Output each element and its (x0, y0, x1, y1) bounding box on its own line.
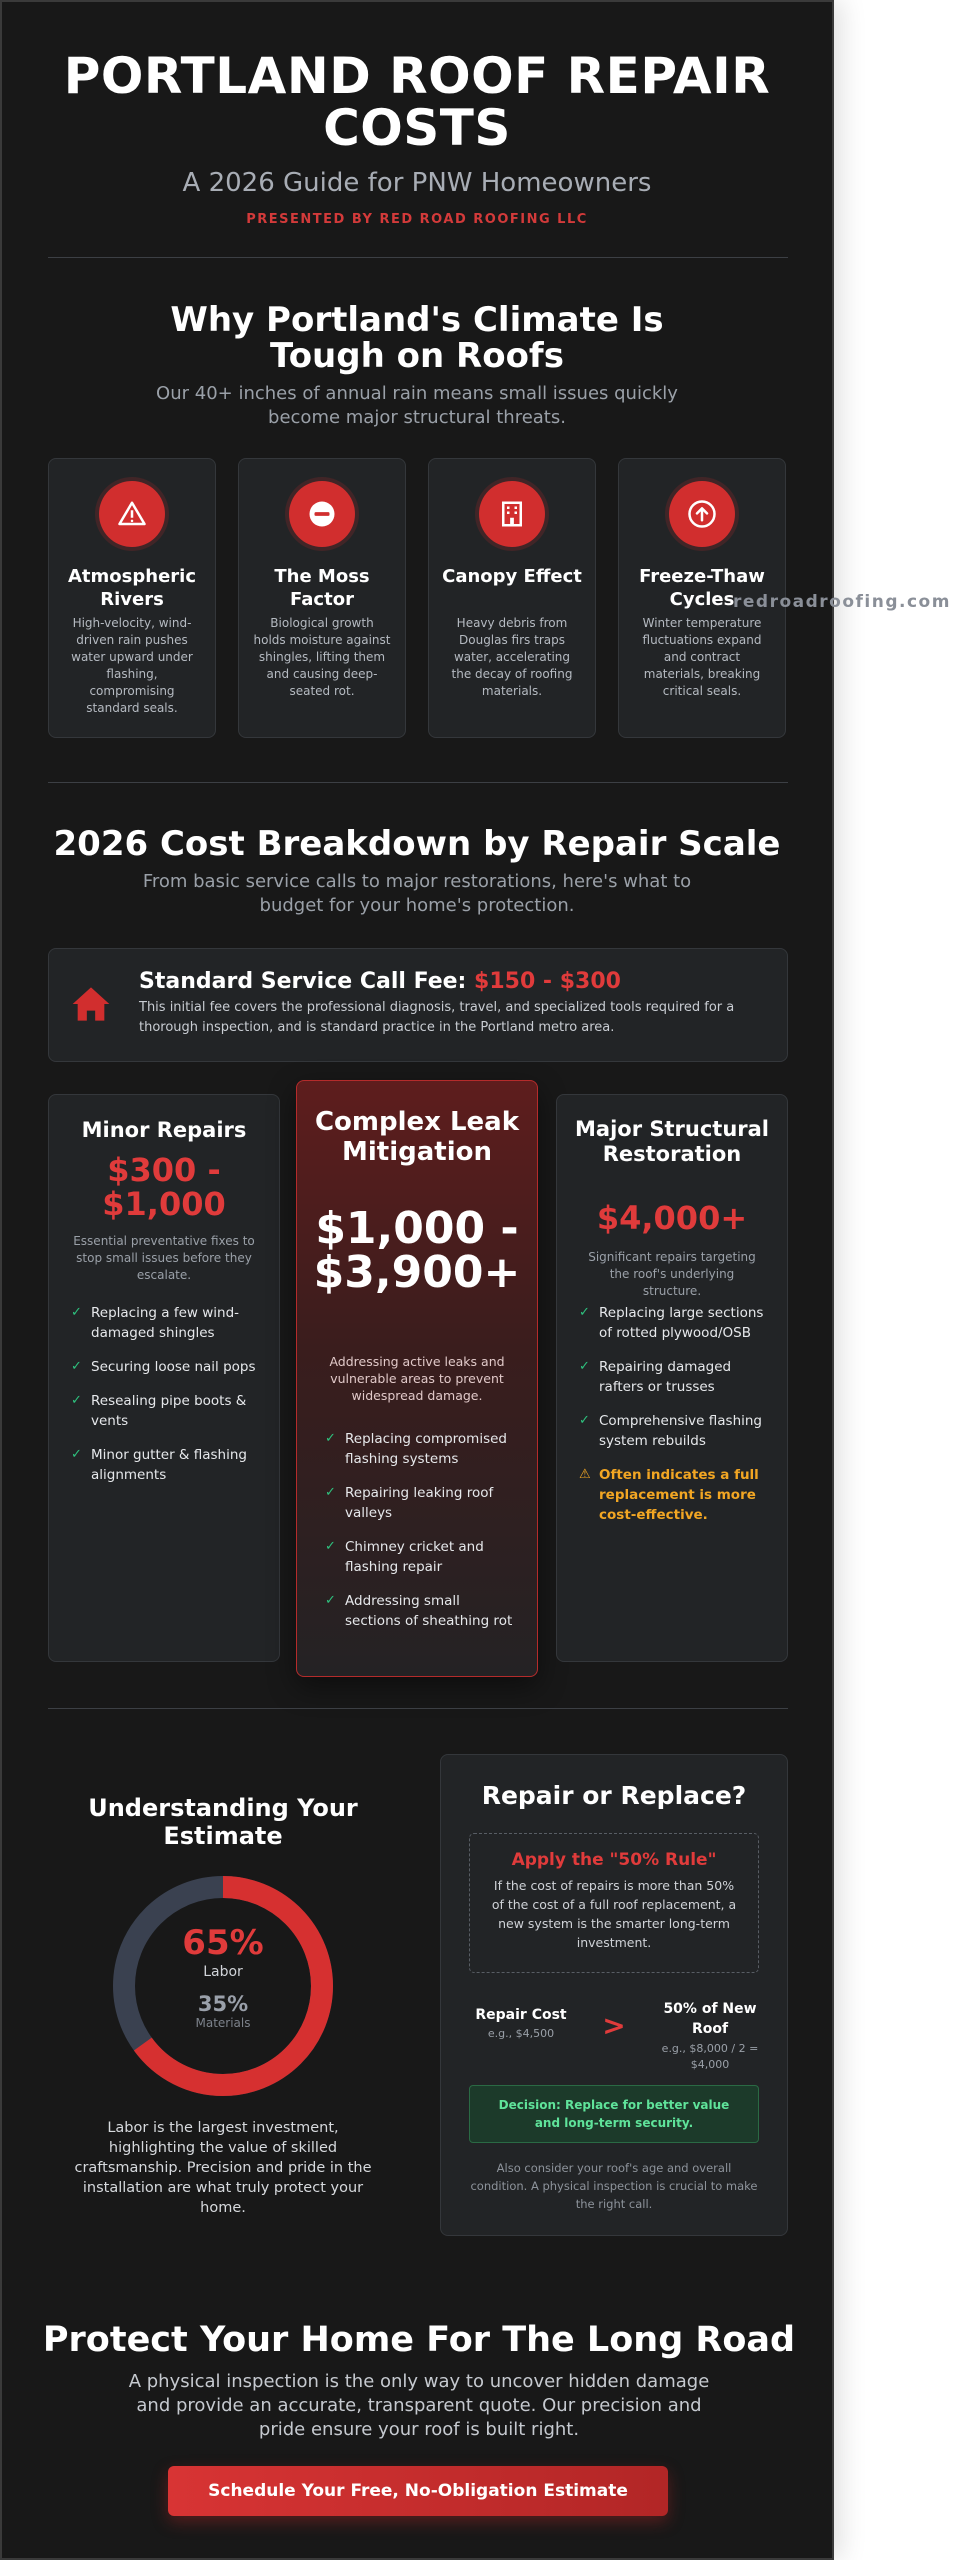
house-icon (71, 985, 111, 1027)
page-title: PORTLAND ROOF REPAIR COSTS (63, 47, 771, 157)
tier-price: $1,000 - $3,900+ (313, 1203, 521, 1298)
decision-banner (469, 2085, 759, 2143)
list-item: ✓ Replacing a few wind-damaged shingles (71, 1305, 240, 1341)
divider (48, 257, 788, 258)
check-icon: ✓ (325, 1539, 336, 1554)
building-icon (479, 481, 545, 547)
repair-cost-example: e.g., $4,500 (487, 2027, 555, 2040)
arrow-up-circle-icon (669, 481, 735, 547)
repair-cost-title: Repair Cost (475, 2007, 567, 2023)
replace-note: Also consider your roof's age and overall condition. A physical inspection is crucial to make the right call. (470, 2161, 758, 2211)
climate-card-desc: High-velocity, wind-driven rain pushes water upward under flashing, compromising standard seals. (71, 616, 193, 715)
tier-price: $4,000+ (596, 1199, 748, 1237)
cta-desc: A physical inspection is the only way to uncover hidden damage and provide an accurate, transparent quote. Our precision and pride ensure your roof is built right. (128, 2371, 710, 2440)
tier-desc: Essential preventative fixes to stop small issues before they escalate. (73, 1234, 255, 1282)
replace-title: Repair or Replace? (481, 1781, 747, 1810)
list-item: ✓ Repairing leaking roof valleys (325, 1485, 494, 1521)
tier-title: Complex Leak Mitigation (314, 1107, 520, 1167)
fifty-percent-rule-box (469, 1833, 759, 1973)
tier-desc: Significant repairs targeting the roof's underlying structure. (588, 1250, 756, 1298)
repair-cost-block (467, 2005, 575, 2040)
climate-card-atmospheric-rivers (48, 458, 216, 738)
materials-label: Materials (195, 2016, 251, 2030)
list-item: ✓ Addressing small sections of sheathing rot (325, 1593, 513, 1629)
new-roof-block (651, 1999, 769, 2073)
labor-label: Labor (203, 1964, 243, 1980)
climate-title: Why Portland's Climate Is Tough on Roofs (170, 300, 664, 376)
cost-subtitle: From basic service calls to major restorations, here's what to budget for your home's protection. (142, 871, 692, 916)
check-icon: ✓ (579, 1359, 590, 1374)
list-item: ✓ Minor gutter & flashing alignments (71, 1447, 247, 1483)
greater-than-operator: > (602, 2009, 626, 2042)
service-fee-label: Standard Service Call Fee: (139, 969, 467, 994)
climate-card-title: Atmospheric Rivers (68, 566, 196, 610)
check-icon: ✓ (325, 1593, 336, 1608)
donut-labels (111, 1924, 335, 2030)
tier-card-major-structural (556, 1094, 788, 1662)
rule-title: Apply the "50% Rule" (511, 1850, 717, 1870)
climate-card-desc: Heavy debris from Douglas firs traps water, accelerating the decay of roofing materials. (451, 616, 573, 698)
tier-title: Minor Repairs (81, 1118, 247, 1142)
warning-icon: ⚠ (579, 1467, 591, 1482)
service-fee-price: $150 - $300 (474, 969, 621, 994)
climate-card-moss-factor (238, 458, 406, 738)
divider (48, 782, 788, 783)
repair-or-replace-card (440, 1754, 788, 2236)
climate-card-title: The Moss Factor (274, 566, 370, 610)
list-item: ✓ Chimney cricket and flashing repair (325, 1539, 484, 1575)
rule-desc: If the cost of repairs is more than 50% of the cost of a full roof replacement, a new system is the smarter long-term investment. (491, 1878, 737, 1950)
check-icon: ✓ (71, 1305, 82, 1320)
list-item: ✓ Replacing compromised flashing systems (325, 1431, 507, 1467)
check-icon: ✓ (71, 1447, 82, 1462)
tier-card-minor-repairs (48, 1094, 280, 1662)
new-roof-example: e.g., $8,000 / 2 = $4,000 (661, 2042, 759, 2071)
check-icon: ✓ (579, 1413, 590, 1428)
website-watermark: redroadroofing.com (733, 592, 951, 612)
list-item: ✓ Resealing pipe boots & vents (71, 1393, 247, 1429)
list-item: ✓ Replacing large sections of rotted plywood/OSB (579, 1305, 764, 1341)
estimate-desc: Labor is the largest investment, highlighting the value of skilled craftsmanship. Precision and pride in the installation are what truly protect your home. (74, 2120, 372, 2216)
labor-percent: 65% (182, 1923, 264, 1963)
service-fee-desc: This initial fee covers the professional diagnosis, travel, and specialized tools required for a thorough inspection, and is standard practice in the Portland metro area. (139, 1000, 735, 1035)
check-icon: ✓ (71, 1359, 82, 1374)
tier-feature-list (71, 1303, 259, 1499)
cta-title: Protect Your Home For The Long Road (42, 2320, 796, 2360)
check-icon: ✓ (71, 1393, 82, 1408)
estimate-title: Understanding Your Estimate (88, 1794, 358, 1850)
list-item: ✓ Repairing damaged rafters or trusses (579, 1359, 732, 1395)
schedule-estimate-button[interactable]: Schedule Your Free, No-Obligation Estimate (168, 2466, 668, 2516)
tier-feature-list (579, 1303, 767, 1539)
climate-card-title: Canopy Effect (442, 566, 582, 587)
cost-section-header (42, 826, 792, 918)
climate-card-desc: Biological growth holds moisture against shingles, lifting them and causing deep-seated rot. (253, 616, 391, 698)
list-item: ✓ Comprehensive flashing system rebuilds (579, 1413, 762, 1449)
presented-by: PRESENTED BY RED ROAD ROOFING LLC (246, 212, 588, 227)
tier-feature-list (325, 1429, 517, 1645)
divider (48, 1708, 788, 1709)
climate-card-desc: Winter temperature fluctuations expand and contract materials, breaking critical seals. (642, 616, 762, 698)
tier-title: Major Structural Restoration (575, 1117, 769, 1166)
check-icon: ✓ (579, 1305, 590, 1320)
decision-text: Decision: Replace for better value and long-term security. (498, 2098, 730, 2130)
check-icon: ✓ (325, 1485, 336, 1500)
tier-desc: Addressing active leaks and vulnerable areas to prevent widespread damage. (329, 1354, 505, 1403)
climate-section-header (42, 302, 792, 430)
replacement-warning: ⚠ Often indicates a full replacement is more cost-effective. (579, 1467, 759, 1523)
climate-card-title: Freeze-Thaw Cycles (639, 566, 765, 610)
tier-card-complex-leak (296, 1080, 538, 1677)
materials-percent: 35% (197, 1992, 249, 2016)
page-subtitle: A 2026 Guide for PNW Homeowners (182, 168, 652, 198)
check-icon: ✓ (325, 1431, 336, 1446)
list-item: ✓ Securing loose nail pops (71, 1359, 256, 1375)
cost-title: 2026 Cost Breakdown by Repair Scale (53, 824, 781, 864)
new-roof-title: 50% of New Roof (663, 2001, 757, 2037)
no-entry-icon (289, 481, 355, 547)
tier-price: $300 - $1,000 (102, 1151, 226, 1223)
header (42, 47, 792, 227)
service-call-card (48, 948, 788, 1062)
warning-triangle-icon (99, 481, 165, 547)
climate-subtitle: Our 40+ inches of annual rain means small issues quickly become major structural threats. (156, 383, 678, 428)
climate-card-canopy-effect (428, 458, 596, 738)
